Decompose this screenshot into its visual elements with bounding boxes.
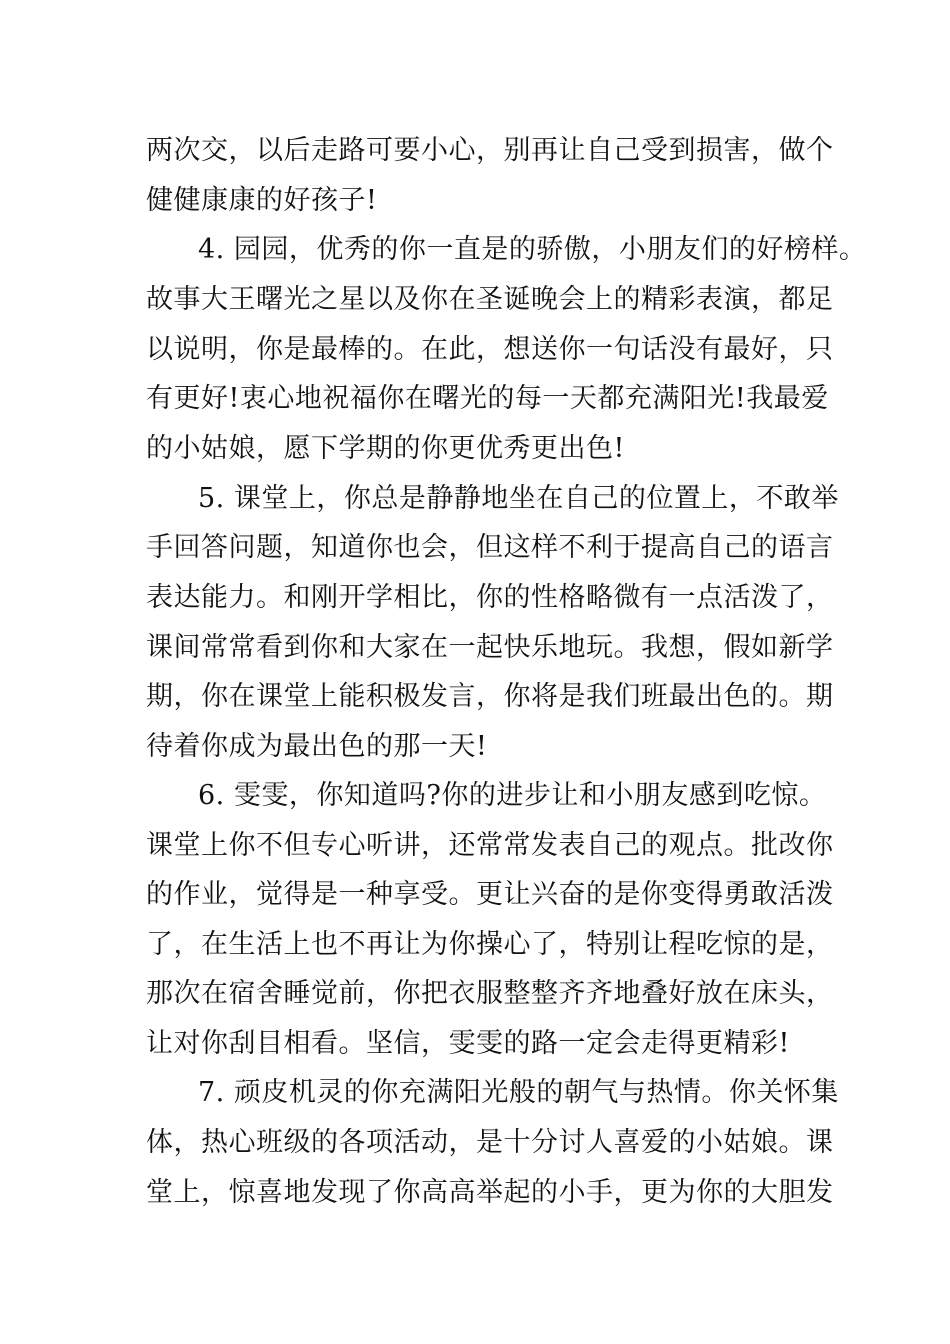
text-line: 那次在宿舍睡觉前，你把衣服整整齐齐地叠好放在床头， (146, 978, 834, 1009)
text-line: 待着你成为最出色的那一天! (146, 731, 488, 762)
paragraph-start: 6. 雯雯，你知道吗?你的进步让和小朋友感到吃惊。 (198, 780, 827, 811)
text-line: 以说明，你是最棒的。在此，想送你一句话没有最好，只 (146, 334, 834, 365)
text-line: 健健康康的好孩子! (146, 185, 378, 216)
text-line: 课堂上你不但专心听讲，还常常发表自己的观点。批改你 (146, 830, 834, 861)
paragraph-start: 5. 课堂上，你总是静静地坐在自己的位置上，不敢举 (198, 483, 839, 514)
paragraph-start: 4. 园园，优秀的你一直是的骄傲，小朋友们的好榜样。 (198, 234, 867, 265)
text-line: 让对你刮目相看。坚信，雯雯的路一定会走得更精彩! (146, 1028, 790, 1059)
text-line: 堂上，惊喜地发现了你高高举起的小手，更为你的大胆发 (146, 1177, 834, 1208)
text-line: 手回答问题，知道你也会，但这样不利于提高自己的语言 (146, 532, 834, 563)
text-line: 故事大王曙光之星以及你在圣诞晚会上的精彩表演，都足 (146, 284, 834, 315)
paragraph-start: 7. 顽皮机灵的你充满阳光般的朝气与热情。你关怀集 (198, 1077, 839, 1108)
text-line: 了，在生活上也不再让为你操心了，特别让程吃惊的是， (146, 929, 834, 960)
text-line: 有更好!衷心地祝福你在曙光的每一天都充满阳光!我最爱 (146, 383, 829, 414)
text-line: 表达能力。和刚开学相比，你的性格略微有一点活泼了， (146, 582, 834, 613)
text-line: 课间常常看到你和大家在一起快乐地玩。我想，假如新学 (146, 632, 834, 663)
text-line: 的作业，觉得是一种享受。更让兴奋的是你变得勇敢活泼 (146, 879, 834, 910)
text-line: 两次交，以后走路可要小心，别再让自己受到损害，做个 (146, 135, 834, 166)
text-line: 的小姑娘，愿下学期的你更优秀更出色! (146, 433, 625, 464)
text-line: 期，你在课堂上能积极发言，你将是我们班最出色的。期 (146, 681, 834, 712)
text-line: 体，热心班级的各项活动，是十分讨人喜爱的小姑娘。课 (146, 1127, 834, 1158)
